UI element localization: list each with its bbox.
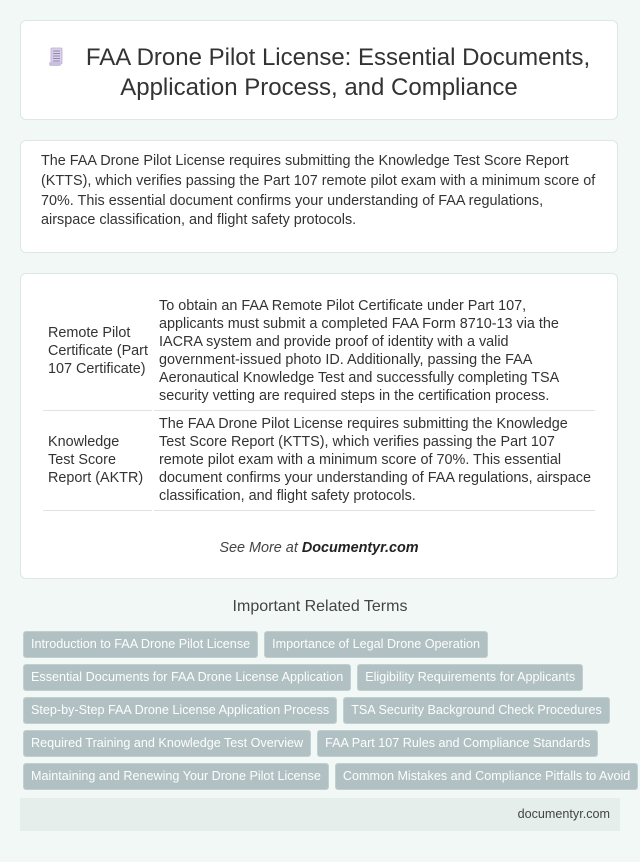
tag-row — [23, 697, 623, 724]
related-term-tag[interactable]: Importance of Legal Drone Operation — [264, 631, 488, 658]
footer — [20, 798, 620, 831]
documents-table — [41, 293, 597, 511]
see-more-link[interactable]: Documentyr.com — [301, 540, 419, 556]
tag-row — [23, 664, 623, 691]
document-scroll-icon — [48, 47, 64, 67]
intro-text: The FAA Drone Pilot License requires submitting the Knowledge Test Score Report (KTTS), which verifies passing the Part 107 remote pilot exam with a minimum score of 70%. This essential document confirms your understanding of FAA regulations, airspace classification, and flight safety protocols. — [41, 153, 596, 229]
related-term-tag[interactable]: Maintaining and Renewing Your Drone Pilot License — [23, 763, 329, 790]
related-terms-list — [23, 631, 631, 796]
document-description: To obtain an FAA Remote Pilot Certificate under Part 107, applicants must submit a completed FAA Form 8710-13 via the IACRA system and provide proof of identity with a valid government-issued photo ID. Additionally, passing the FAA Aeronautical Knowledge Test and successfully completing TSA security vetting are required steps in the certification process. — [154, 293, 595, 411]
header-card — [20, 20, 618, 120]
related-term-tag[interactable]: Eligibility Requirements for Applicants — [357, 664, 583, 691]
see-more — [21, 540, 617, 556]
documents-card — [20, 273, 618, 579]
tag-row — [23, 730, 623, 757]
see-more-prefix: See More at — [219, 540, 302, 556]
page-title — [21, 43, 617, 103]
document-label: Knowledge Test Score Report (AKTR) — [43, 411, 152, 511]
page-title-text: FAA Drone Pilot License: Essential Documents, Application Process, and Compliance — [85, 44, 591, 101]
related-term-tag[interactable]: Introduction to FAA Drone Pilot License — [23, 631, 258, 658]
tag-row — [23, 763, 631, 790]
related-terms-title: Important Related Terms — [232, 598, 408, 615]
footer-text[interactable]: documentyr.com — [517, 807, 610, 821]
related-term-tag[interactable]: Common Mistakes and Compliance Pitfalls to Avoid — [335, 763, 638, 790]
tag-row — [23, 631, 623, 658]
intro-card — [20, 140, 618, 253]
document-description: The FAA Drone Pilot License requires submitting the Knowledge Test Score Report (KTTS), which verifies passing the Part 107 remote pilot exam with a minimum score of 70%. This essential document confirms your understanding of FAA regulations, airspace classification, and flight safety protocols. — [154, 411, 595, 511]
table-row — [43, 411, 595, 511]
related-term-tag[interactable]: Essential Documents for FAA Drone License Application — [23, 664, 351, 691]
related-term-tag[interactable]: TSA Security Background Check Procedures — [343, 697, 610, 724]
document-label: Remote Pilot Certificate (Part 107 Certificate) — [43, 293, 152, 411]
related-term-tag[interactable]: FAA Part 107 Rules and Compliance Standards — [317, 730, 598, 757]
related-term-tag[interactable]: Step-by-Step FAA Drone License Application Process — [23, 697, 337, 724]
table-row — [43, 293, 595, 411]
related-term-tag[interactable]: Required Training and Knowledge Test Overview — [23, 730, 311, 757]
